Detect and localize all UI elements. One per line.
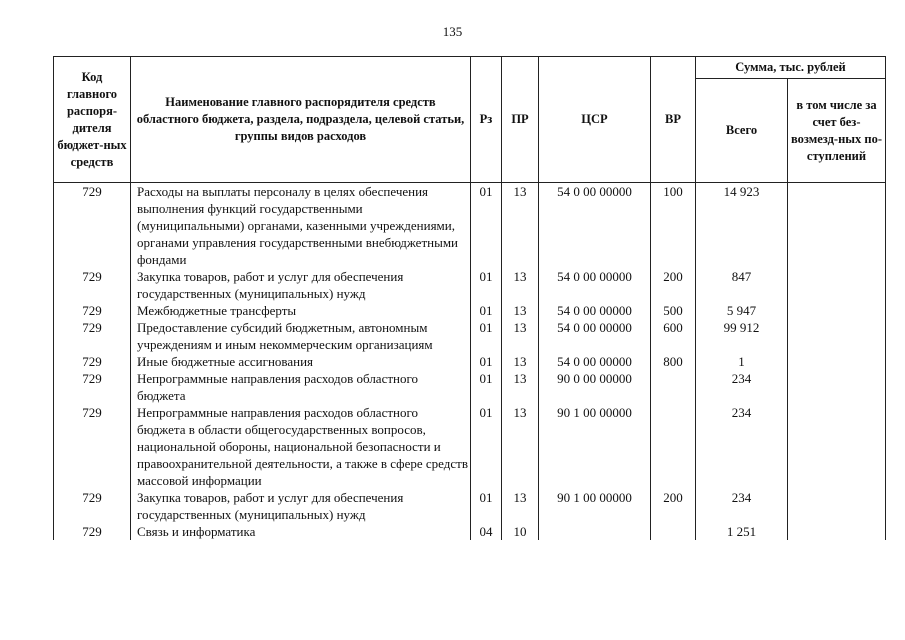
cell-code: 729 (54, 268, 131, 302)
page-number: 135 (442, 24, 463, 39)
cell-free (788, 489, 886, 523)
cell-rz: 01 (471, 302, 502, 319)
cell-total: 234 (696, 489, 788, 523)
cell-total: 847 (696, 268, 788, 302)
cell-vr: 500 (651, 302, 696, 319)
header-csr: ЦСР (539, 57, 651, 183)
cell-csr: 54 0 00 00000 (539, 319, 651, 353)
cell-csr: 54 0 00 00000 (539, 268, 651, 302)
cell-name: Непрограммные направления расходов областного бюджета в области общегосударственных вопросов, национальной обороны, национальной безопасности и правоохранительной деятельности, а также в сфере средств массовой информации (131, 404, 471, 489)
table-row (54, 302, 886, 319)
cell-pr: 13 (502, 370, 539, 404)
cell-csr: 90 1 00 00000 (539, 404, 651, 489)
cell-code: 729 (54, 370, 131, 404)
cell-code: 729 (54, 183, 131, 269)
cell-rz: 01 (471, 353, 502, 370)
cell-pr: 13 (502, 404, 539, 489)
cell-rz: 01 (471, 268, 502, 302)
cell-free (788, 302, 886, 319)
cell-name: Закупка товаров, работ и услуг для обеспечения государственных (муниципальных) нужд (131, 489, 471, 523)
cell-free (788, 353, 886, 370)
cell-pr: 13 (502, 319, 539, 353)
cell-name: Расходы на выплаты персоналу в целях обеспечения выполнения функций государственными (муниципальными) органами, казенными учреждениями, органами управления государственными внебюджетными фондами (131, 183, 471, 269)
table-row (54, 404, 886, 489)
cell-vr: 200 (651, 268, 696, 302)
header-sum-group: Сумма, тыс. рублей (696, 57, 886, 79)
cell-pr: 13 (502, 183, 539, 269)
cell-total: 5 947 (696, 302, 788, 319)
cell-code: 729 (54, 353, 131, 370)
cell-pr: 13 (502, 489, 539, 523)
header-pr: ПР (502, 57, 539, 183)
cell-name: Связь и информатика (131, 523, 471, 540)
cell-free (788, 319, 886, 353)
cell-rz: 01 (471, 370, 502, 404)
cell-csr: 90 0 00 00000 (539, 370, 651, 404)
cell-pr: 13 (502, 268, 539, 302)
cell-free (788, 183, 886, 269)
cell-total: 14 923 (696, 183, 788, 269)
cell-name: Закупка товаров, работ и услуг для обеспечения государственных (муниципальных) нужд (131, 268, 471, 302)
cell-csr: 54 0 00 00000 (539, 353, 651, 370)
cell-code: 729 (54, 319, 131, 353)
cell-free (788, 523, 886, 540)
cell-code: 729 (54, 404, 131, 489)
cell-pr: 13 (502, 353, 539, 370)
cell-csr: 54 0 00 00000 (539, 302, 651, 319)
table-row (54, 353, 886, 370)
cell-total: 99 912 (696, 319, 788, 353)
header-rz: Рз (471, 57, 502, 183)
cell-name: Непрограммные направления расходов областного бюджета (131, 370, 471, 404)
cell-vr (651, 523, 696, 540)
table-row (54, 370, 886, 404)
header-code: Код главного распоря-дителя бюджет-ных средств (54, 57, 131, 183)
table-row (54, 183, 886, 269)
cell-vr: 600 (651, 319, 696, 353)
header-free: в том числе за счет без-возмезд-ных по-ступлений (788, 79, 886, 183)
cell-code: 729 (54, 489, 131, 523)
cell-code: 729 (54, 302, 131, 319)
cell-csr: 90 1 00 00000 (539, 489, 651, 523)
cell-csr: 54 0 00 00000 (539, 183, 651, 269)
cell-pr: 13 (502, 302, 539, 319)
cell-rz: 01 (471, 404, 502, 489)
cell-vr: 200 (651, 489, 696, 523)
cell-free (788, 404, 886, 489)
cell-free (788, 370, 886, 404)
table-row (54, 319, 886, 353)
cell-free (788, 268, 886, 302)
cell-rz: 04 (471, 523, 502, 540)
cell-total: 1 251 (696, 523, 788, 540)
cell-pr: 10 (502, 523, 539, 540)
cell-csr (539, 523, 651, 540)
cell-vr: 100 (651, 183, 696, 269)
cell-rz: 01 (471, 319, 502, 353)
table-row (54, 489, 886, 523)
cell-total: 1 (696, 353, 788, 370)
cell-name: Иные бюджетные ассигнования (131, 353, 471, 370)
cell-name: Межбюджетные трансферты (131, 302, 471, 319)
cell-vr (651, 404, 696, 489)
header-total: Всего (696, 79, 788, 183)
cell-total: 234 (696, 370, 788, 404)
cell-vr (651, 370, 696, 404)
cell-rz: 01 (471, 489, 502, 523)
header-vr: ВР (651, 57, 696, 183)
table-body (54, 183, 886, 541)
table-row (54, 523, 886, 540)
cell-total: 234 (696, 404, 788, 489)
cell-vr: 800 (651, 353, 696, 370)
budget-table (53, 56, 886, 540)
header-name: Наименование главного распорядителя средств областного бюджета, раздела, подраздела, целевой статьи, группы видов расходов (131, 57, 471, 183)
cell-code: 729 (54, 523, 131, 540)
table-header (54, 57, 886, 183)
table-row (54, 268, 886, 302)
cell-name: Предоставление субсидий бюджетным, автономным учреждениям и иным некоммерческим организациям (131, 319, 471, 353)
cell-rz: 01 (471, 183, 502, 269)
